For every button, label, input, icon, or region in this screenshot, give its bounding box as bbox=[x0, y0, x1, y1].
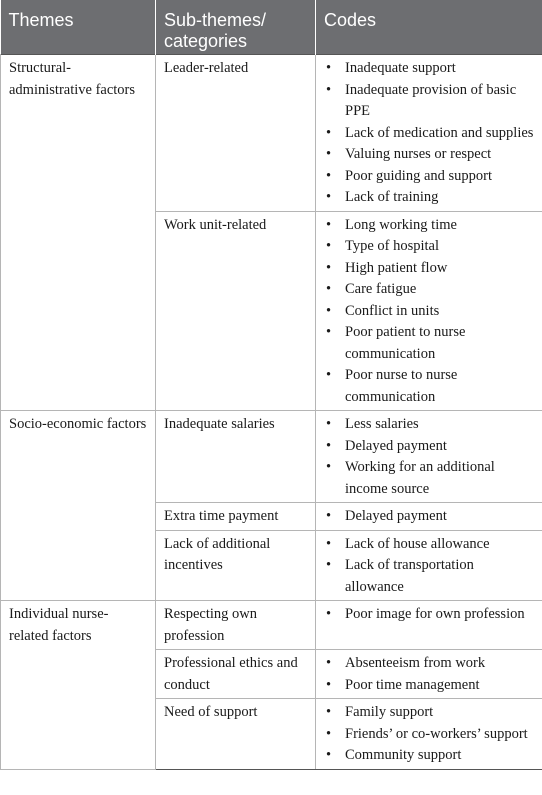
subtheme-cell: Inadequate salaries bbox=[156, 411, 316, 503]
code-item: • High patient flow bbox=[345, 258, 534, 280]
codes-cell bbox=[316, 601, 542, 650]
header-themes: Themes bbox=[1, 0, 156, 55]
codes-list bbox=[324, 414, 534, 500]
codes-cell bbox=[316, 503, 542, 531]
code-item: • Lack of transportation allowance bbox=[345, 555, 534, 598]
subtheme-cell: Work unit-related bbox=[156, 211, 316, 411]
code-item: • Friends’ or co-workers’ support bbox=[345, 724, 534, 746]
subtheme-cell: Lack of additional incentives bbox=[156, 530, 316, 601]
codes-list bbox=[324, 653, 534, 696]
code-item: • Care fatigue bbox=[345, 279, 534, 301]
codes-list bbox=[324, 534, 534, 599]
theme-cell: Individual nurse-related factors bbox=[1, 601, 156, 770]
codes-cell bbox=[316, 530, 542, 601]
code-item: • Absenteeism from work bbox=[345, 653, 534, 675]
code-item: • Inadequate provision of basic PPE bbox=[345, 80, 534, 123]
header-row bbox=[1, 0, 542, 55]
code-item: • Lack of medication and supplies bbox=[345, 123, 534, 145]
theme-cell: Structural-administrative factors bbox=[1, 55, 156, 411]
codes-cell bbox=[316, 55, 542, 212]
code-item: • Poor guiding and support bbox=[345, 166, 534, 188]
code-item: • Conflict in units bbox=[345, 301, 534, 323]
table-row bbox=[1, 411, 542, 503]
table-body bbox=[1, 55, 542, 770]
code-item: • Long working time bbox=[345, 215, 534, 237]
codes-list bbox=[324, 506, 534, 528]
subtheme-cell: Leader-related bbox=[156, 55, 316, 212]
code-item: • Lack of house allowance bbox=[345, 534, 534, 556]
codes-cell bbox=[316, 650, 542, 699]
subtheme-cell: Professional ethics and conduct bbox=[156, 650, 316, 699]
code-item: • Delayed payment bbox=[345, 436, 534, 458]
header-subthemes: Sub-themes/ categories bbox=[156, 0, 316, 55]
table-row bbox=[1, 601, 542, 650]
codes-cell bbox=[316, 411, 542, 503]
codes-list bbox=[324, 702, 534, 767]
code-item: • Type of hospital bbox=[345, 236, 534, 258]
code-item: • Poor time management bbox=[345, 675, 534, 697]
codes-cell bbox=[316, 699, 542, 770]
code-item: • Poor patient to nurse communication bbox=[345, 322, 534, 365]
code-item: • Family support bbox=[345, 702, 534, 724]
code-item: • Poor image for own profession bbox=[345, 604, 534, 626]
subtheme-cell: Extra time payment bbox=[156, 503, 316, 531]
codes-list bbox=[324, 58, 534, 209]
codes-list bbox=[324, 215, 534, 409]
code-item: • Valuing nurses or respect bbox=[345, 144, 534, 166]
codes-cell bbox=[316, 211, 542, 411]
code-item: • Delayed payment bbox=[345, 506, 534, 528]
code-item: • Working for an additional income source bbox=[345, 457, 534, 500]
code-item: • Lack of training bbox=[345, 187, 534, 209]
code-item: • Less salaries bbox=[345, 414, 534, 436]
code-item: • Community support bbox=[345, 745, 534, 767]
table-header bbox=[1, 0, 542, 55]
codes-list bbox=[324, 604, 534, 626]
table-row bbox=[1, 55, 542, 212]
subtheme-cell: Need of support bbox=[156, 699, 316, 770]
code-item: • Inadequate support bbox=[345, 58, 534, 80]
code-item: • Poor nurse to nurse communication bbox=[345, 365, 534, 408]
theme-cell: Socio-economic factors bbox=[1, 411, 156, 601]
header-codes: Codes bbox=[316, 0, 542, 55]
subtheme-cell: Respecting own profession bbox=[156, 601, 316, 650]
